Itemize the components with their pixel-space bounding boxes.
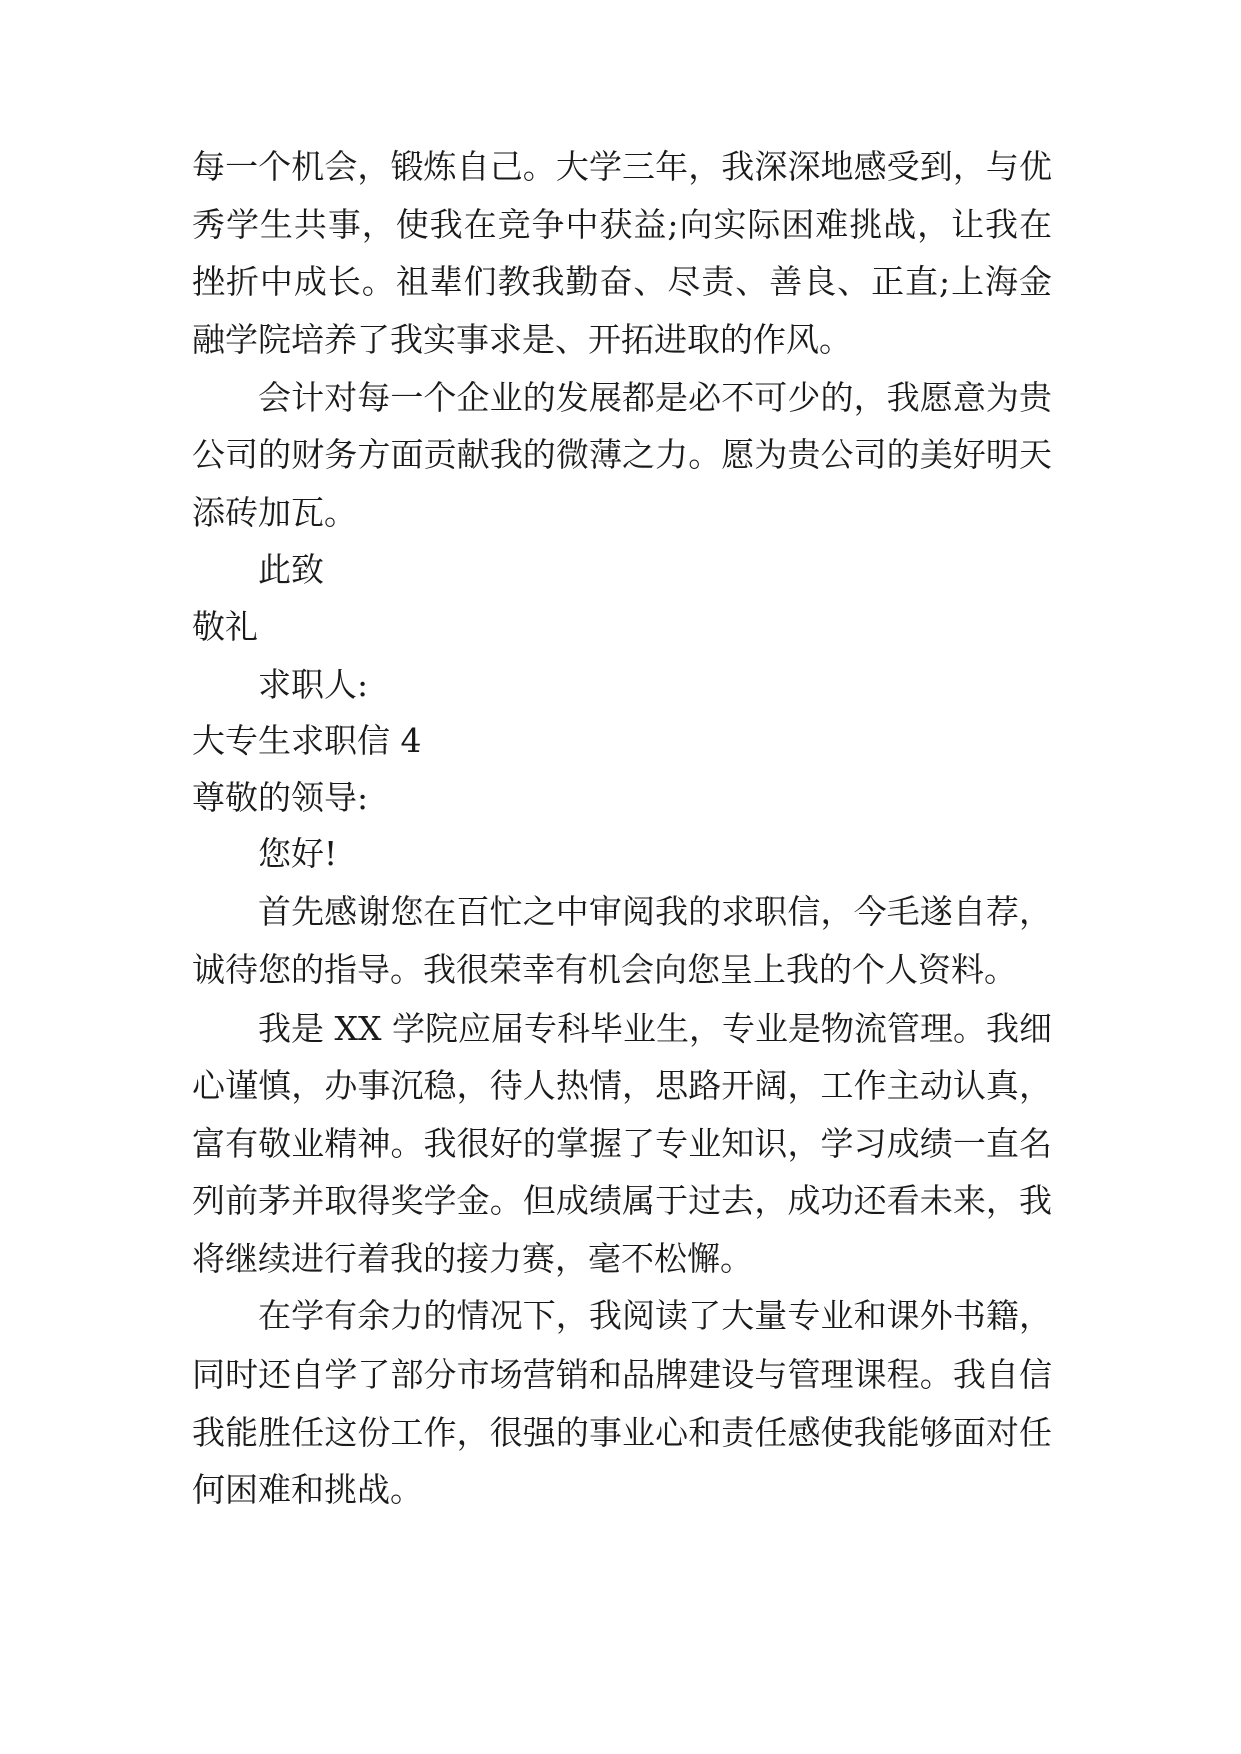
text-line: 添砖加瓦。 [192,493,357,532]
paragraph-first-line: 首先感谢您在百忙之中审阅我的求职信，今毛遂自荐， [258,892,1052,931]
salutation-closing: 敬礼 [192,607,258,646]
greeting: 您好! [258,834,338,873]
text-line: 挫折中成长。祖辈们教我勤奋、尽责、善良、正直;上海金 [192,262,1052,301]
closing-line: 此致 [258,550,324,589]
text-line: 列前茅并取得奖学金。但成绩属于过去，成功还看未来，我 [192,1181,1052,1220]
text-line: 将继续进行着我的接力赛，毫不松懈。 [192,1239,753,1278]
text-line: 何困难和挑战。 [192,1470,423,1509]
text-line: 诚待您的指导。我很荣幸有机会向您呈上我的个人资料。 [192,950,1017,989]
paragraph-first-line: 会计对每一个企业的发展都是必不可少的，我愿意为贵 [258,378,1052,417]
text-line: 我能胜任这份工作，很强的事业心和责任感使我能够面对任 [192,1413,1052,1452]
text-line: 心谨慎，办事沉稳，待人热情，思路开阔，工作主动认真， [192,1066,1052,1105]
text-line: 秀学生共事，使我在竞争中获益;向实际困难挑战，让我在 [192,205,1052,244]
paragraph-first-line: 在学有余力的情况下，我阅读了大量专业和课外书籍， [258,1296,1052,1335]
text-line: 公司的财务方面贡献我的微薄之力。愿为贵公司的美好明天 [192,435,1052,474]
text-line: 同时还自学了部分市场营销和品牌建设与管理课程。我自信 [192,1355,1052,1394]
text-line: 每一个机会，锻炼自己。大学三年，我深深地感受到，与优 [192,147,1052,186]
section-title: 大专生求职信 4 [192,721,422,760]
text-line: 融学院培养了我实事求是、开拓进取的作风。 [192,320,852,359]
signature-line: 求职人: [258,665,369,704]
paragraph-first-line: 我是 XX 学院应届专科毕业生，专业是物流管理。我细 [258,1009,1052,1048]
text-line: 富有敬业精神。我很好的掌握了专业知识，学习成绩一直名 [192,1124,1052,1163]
greeting-recipient: 尊敬的领导: [192,778,369,817]
